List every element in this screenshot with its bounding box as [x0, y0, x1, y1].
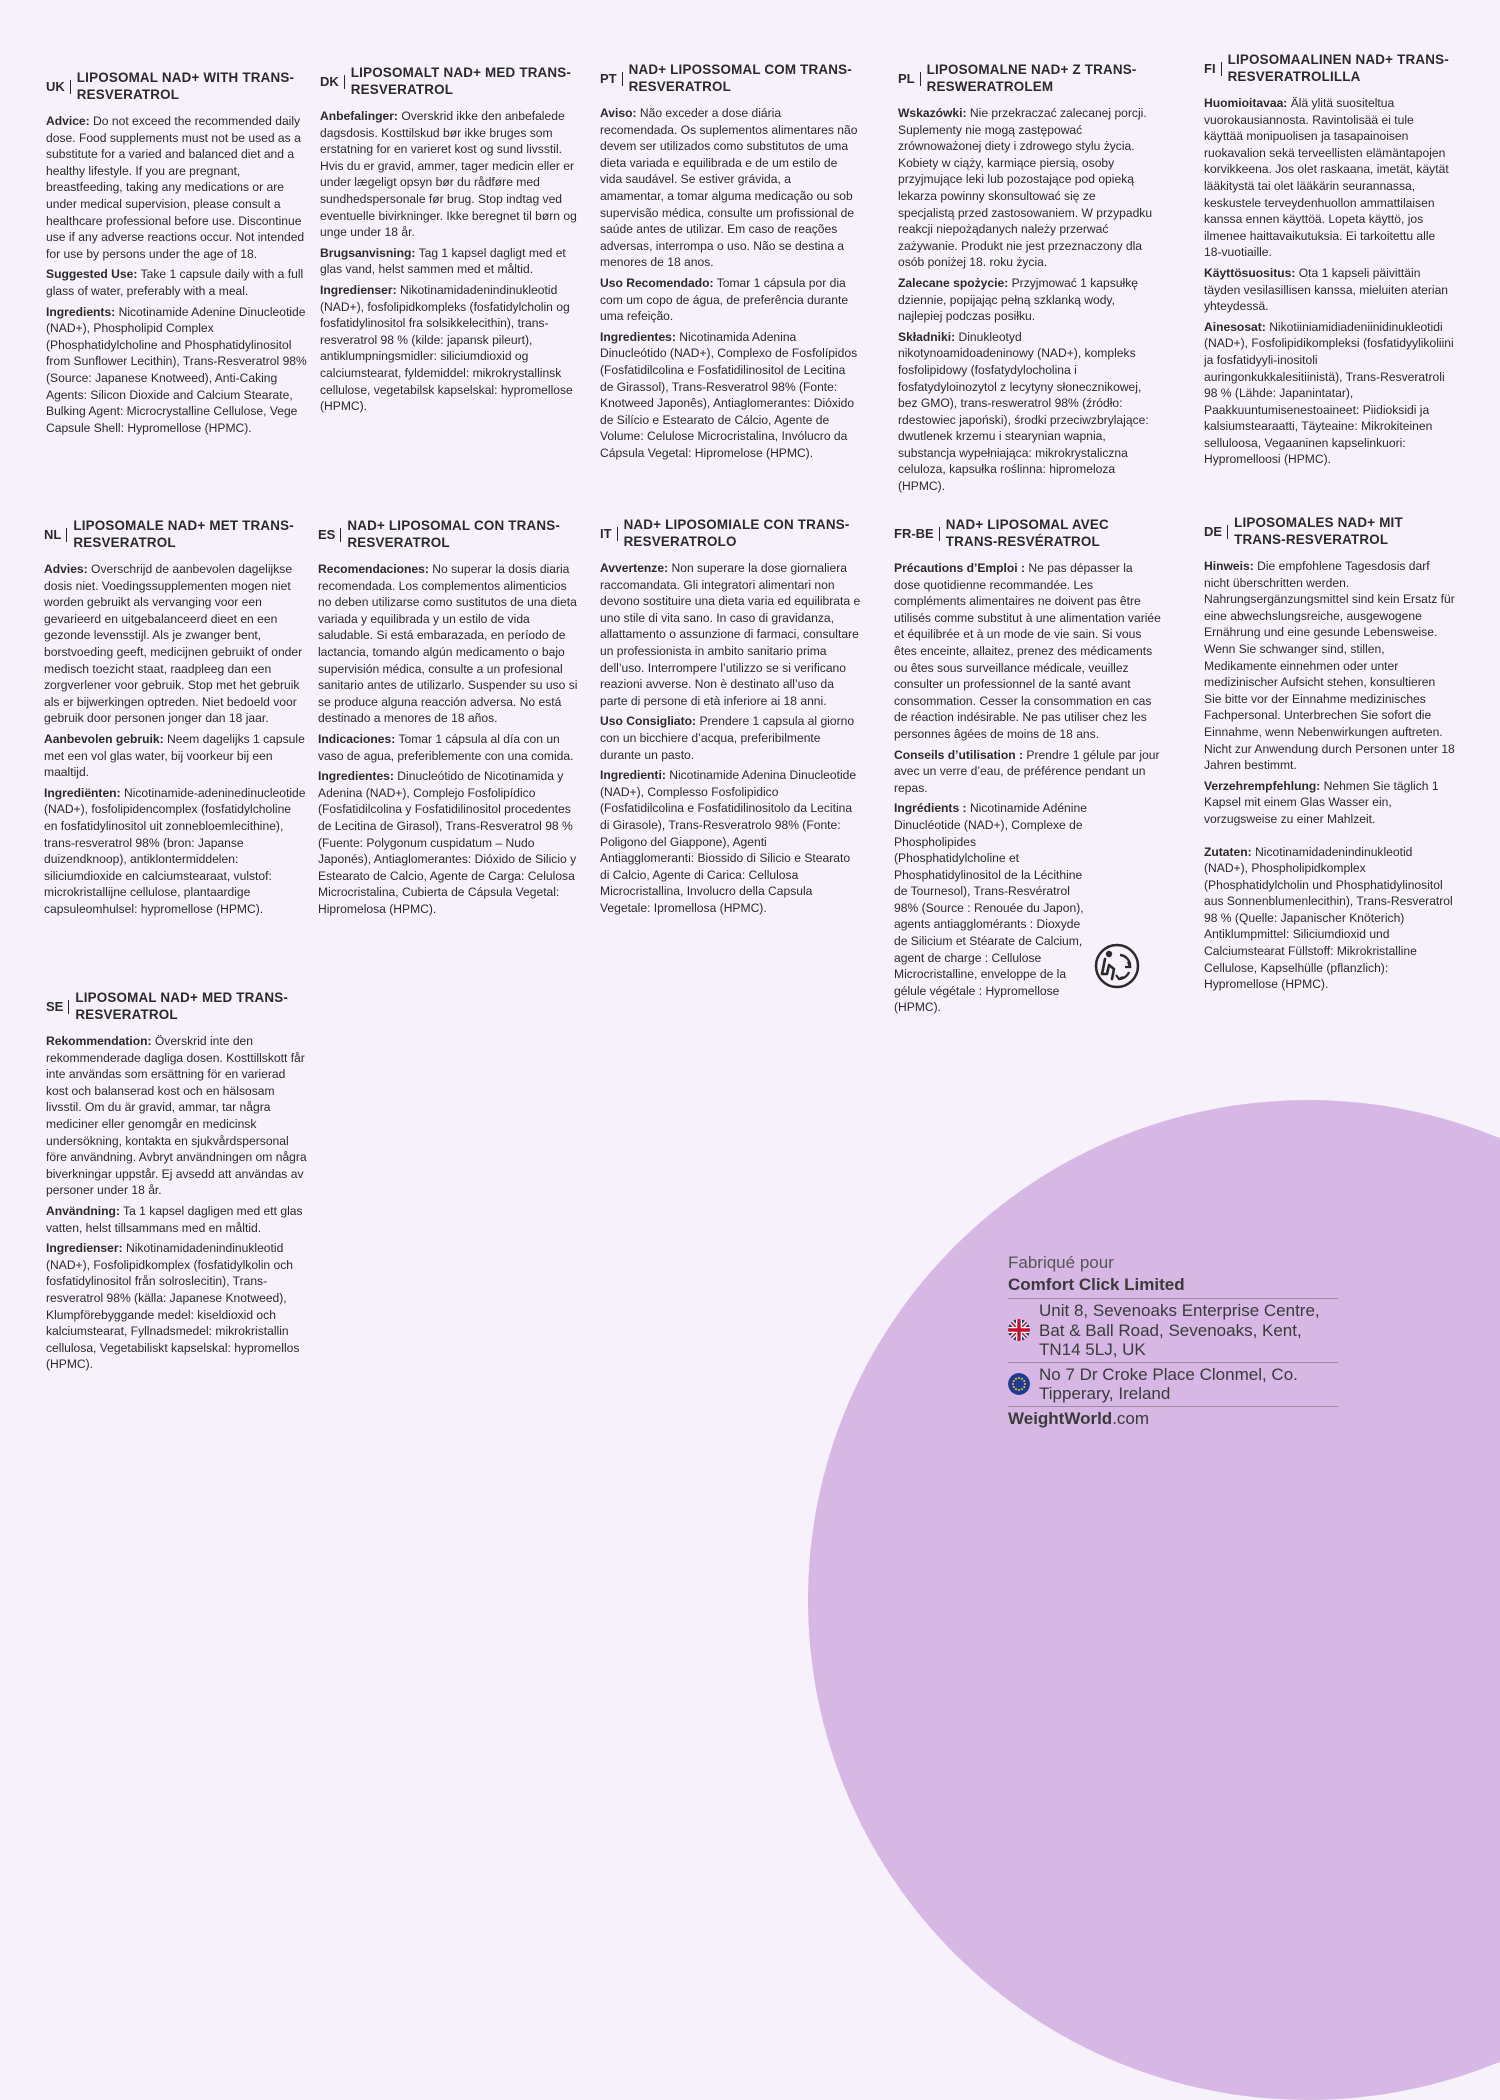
ingredients-paragraph: Zutaten: Nicotinamidadenindinukleotid (NAD+), Phospholipidkomplex (Phosphatidylcholin und Phosphatidylinositol aus Sonnenblumenlecithin), Trans-Resveratrol 98 % (Quelle: Japanischer Knöterich) Antiklumpmittel: Siliciumdioxid und Calciumstearat Füllstoff: Mikrokristalline Cellulose, Kapselhülle (pflanzlich): Hypromellose (HPMC). — [1204, 844, 1453, 992]
section-title: LIPOSOMALNE NAD+ Z TRANS-RESWERATROLEM — [926, 62, 1137, 94]
section-title: LIPOSOMAL NAD+ WITH TRANS-RESVERATROL — [76, 70, 295, 102]
usage-paragraph: Verzehrempfehlung: Nehmen Sie täglich 1 Kapsel mit einem Glas Wasser ein, vorzugsweise zu einer Mahlzeit. — [1204, 778, 1439, 826]
section-pl — [898, 62, 1154, 499]
uk-flag-icon — [1008, 1319, 1030, 1341]
ie-address: No 7 Dr Croke Place Clonmel, Co. Tipperary, Ireland — [1039, 1364, 1298, 1403]
section-uk — [46, 70, 308, 440]
advice-paragraph: Advies: Overschrijd de aanbevolen dagelijkse dosis niet. Voedingssupplementen mogen niet worden gebruikt als vervanging voor een gevarieerd en uitgebalanceerd dieet en een gezonde levensstijl. Als je zwanger bent, borstvoeding geeft, medicijnen gebruikt of onder medisch toezicht staat, raadpleeg dan een zorgverlener voor gebruik. Stop met het gebruik als er bijwerkingen optreden. Niet bedoeld voor gebruik door personen jonger dan 18 jaar. — [44, 562, 303, 726]
advice-paragraph: Rekommendation: Överskrid inte den rekommenderade dagliga dosen. Kosttillskott får inte användas som ersättning för en varierad kost och balanserad kost och en hälsosam livsstil. Om du är gravid, ammar, tar några mediciner eller genomgår en medicinsk undersökning, kontakta en sjukvårdspersonal före användning. Avbryt användningen om några biverkningar uppstår. Ej avsedd att användas av personer under 18 år. — [46, 1034, 307, 1198]
country-code: ES — [318, 528, 341, 542]
section-title: NAD+ LIPOSOMAL AVEC TRANS-RESVÉRATROL — [945, 517, 1109, 549]
usage-paragraph: Uso Consigliato: Prendere 1 capsula al giorno con un bicchiere d’acqua, preferibilmente durante un pasto. — [600, 714, 855, 762]
country-code: FI — [1204, 62, 1222, 76]
section-pt — [600, 62, 858, 465]
ingredients-paragraph: Ingrédients : Nicotinamide Adénine Dinucléotide (NAD+), Complexe de Phospholipides (Phosphatidylcholine et Phosphatidylinositol de la Lécithine de Tournesol), Trans-Resvératrol 98% (Source : Renouée du Japon), agents antiagglomérants : Dioxyde de Silicium et Stéarate de Calcium, agent de charge : Cellulose Microcristalline, enveloppe de la gélule végétale : Hypromellose (HPMC). — [894, 801, 1087, 1015]
usage-paragraph: Zalecane spożycie: Przyjmować 1 kapsułkę dziennie, popijając pełną szklanką wody, najlepiej podczas posiłku. — [898, 275, 1138, 324]
section-dk — [320, 65, 578, 419]
section-es — [318, 518, 582, 921]
made-for-label: Fabriqué pour — [1008, 1253, 1114, 1272]
ingredients-paragraph: Ingredienser: Nikotinamidadenindinukleotid (NAD+), fosfolipidkompleks (fosfatidylcholin og fosfatidylinositol fra solsikkelecithin), trans-resveratrol 98 % (kilde: japansk pileurt), antiklumpningsmidler: siliciumdioxid og calciumstearat, fyldemiddel: mikrokrystallinsk cellulose, vegetabilsk kapselskal: hypromellose (HPMC). — [320, 282, 573, 414]
country-code: IT — [600, 527, 618, 541]
usage-paragraph: Aanbevolen gebruik: Neem dagelijks 1 capsule met een vol glas water, bij voorkeur bij een maaltijd. — [44, 731, 305, 780]
advice-paragraph: Wskazówki: Nie przekraczać zalecanej porcji. Suplementy nie mogą zastępować zrównoważonej diety i zdrowego stylu życia. Kobiety w ciąży, karmiące piersią, osoby przyjmujące leki lub pozostające pod opieką lekarza powinny skonsultować się ze specjalistą przed zastosowaniem. W przypadku reakcji niepożądanych należy przerwać zażywanie. Produkt nie jest przeznaczony dla osób poniżej 18. roku życia. — [898, 106, 1153, 270]
section-title: LIPOSOMALT NAD+ MED TRANS-RESVERATROL — [350, 65, 572, 97]
company-name: Comfort Click Limited — [1008, 1274, 1338, 1299]
section-title: NAD+ LIPOSOMAL CON TRANS-RESVERATROL — [347, 518, 561, 550]
advice-paragraph: Recomendaciones: No superar la dosis diaria recomendada. Los complementos alimenticios no deben utilizarse como sustitutos de una dieta variada y equilibrada y un estilo de vida saludable. Si está embarazada, en período de lactancia, tomando algún medicamento o bajo supervisión médica, consulte a un profesional sanitario antes de utilizarlo. Suspender su uso si se produce alguna reacción adversa. No está destinado a menores de 18 años. — [318, 562, 578, 726]
advice-paragraph: Aviso: Não exceder a dose diária recomendada. Os suplementos alimentares não devem ser utilizados como substitutos de uma dieta variada e equilibrada e de um estilo de vida saudável. Se estiver grávida, a amamentar, a tomar alguma medicação ou sob supervisão médica, consulte um profissional de saúde antes de utilizar. Em caso de reações adversas, interrompa o uso. Não se destina a menores de 18 anos. — [600, 106, 858, 270]
ingredients-paragraph: Ingredientes: Nicotinamida Adenina Dinucleótido (NAD+), Complexo de Fosfolípidos (Fosfatidilcolina e Fosfatidilinositol de Lecitina de Girassol), Trans-Resveratrol 98% (Fonte: Knotweed Japonês), Antiaglomerantes: Dióxido de Silício e Estearato de Cálcio, Agente de Volume: Celulose Microcristalina, Invólucro da Cápsula Vegetal: Hipromelose (HPMC). — [600, 329, 858, 460]
section-title: NAD+ LIPOSOMIALE CON TRANS-RESVERATROLO — [623, 517, 850, 549]
country-code: NL — [44, 528, 67, 542]
eu-flag-icon — [1008, 1373, 1030, 1395]
triman-recycle-icon — [1092, 941, 1142, 991]
section-it — [600, 517, 862, 920]
usage-paragraph: Käyttösuositus: Ota 1 kapseli päivittäin täyden vesilasillisen kanssa, mieluiten aterian yhteydessä. — [1204, 265, 1449, 314]
ingredients-paragraph: Ingredientes: Dinucleótido de Nicotinamida y Adenina (NAD+), Complejo Fosfolipídico (Fosfatidilcolina y Fosfatidilinositol procedentes de Lecitina de Girasol), Trans-Resveratrol 98 % (Fuente: Polygonum cuspidatum – Nudo Japonés), Antiaglomerantes: Dióxido de Silicio y Estearato de Calcio, Agente de Carga: Celulosa Microcristalina, Cubierta de Cápsula Vegetal: Hipromelosa (HPMC). — [318, 769, 577, 916]
country-code: PL — [898, 72, 921, 86]
usage-paragraph: Användning: Ta 1 kapsel dagligen med ett glas vatten, helst tillsammans med en måltid. — [46, 1203, 303, 1235]
country-code: DK — [320, 75, 345, 89]
section-de — [1204, 515, 1456, 997]
country-code: FR-BE — [894, 527, 940, 541]
advice-paragraph: Hinweis: Die empfohlene Tagesdosis darf nicht überschritten werden. Nahrungsergänzungsmittel sind kein Ersatz für eine abwechslungsreiche, ausgewogene Ernährung und eine gesunde Lebensweise. Wenn Sie schwanger sind, stillen, Medikamente einnehmen oder unter medizinischer Aufsicht stehen, konsultieren Sie bitte vor der Einnahme medizinisches Fachpersonal. Unterbrechen Sie sofort die Einnahme, wenn Nebenwirkungen auftreten. Nicht zur Anwendung durch Personen unter 18 Jahren bestimmt. — [1204, 559, 1455, 773]
advice-paragraph: Advice: Do not exceed the recommended daily dose. Food supplements must not be used as a substitute for a varied and balanced diet and a healthy lifestyle. If you are pregnant, breastfeeding, taking any medications or are under medical supervision, please consult a healthcare professional before use. Discontinue use if any adverse reactions occur. Not intended for use by persons under the age of 18. — [46, 114, 305, 261]
section-se — [46, 990, 308, 1377]
section-title: LIPOSOMAL NAD+ MED TRANS-RESVERATROL — [75, 990, 289, 1022]
section-title: LIPOSOMALE NAD+ MET TRANS-RESVERATROL — [73, 518, 294, 550]
usage-paragraph: Suggested Use: Take 1 capsule daily with a full glass of water, preferably with a meal. — [46, 267, 304, 298]
advice-paragraph: Précautions d’Emploi : Ne pas dépasser la dose quotidienne recommandée. Les compléments alimentaires ne doivent pas être utilisés comme substitut à une alimentation variée et équilibrée et à un mode de vie sain. Si vous êtes enceinte, allaitez, prenez des médicaments ou êtes sous surveillance médicale, veuillez consulter un professionnel de la santé avant consommation. Cesser la consommation en cas de réaction indésirable. Ne pas utiliser chez les personnes âgées de moins de 18 ans. — [894, 561, 1161, 741]
section-title: NAD+ LIPOSSOMAL COM TRANS-RESVERATROL — [628, 62, 852, 94]
country-code: PT — [600, 72, 623, 86]
uk-address-row — [1008, 1299, 1338, 1363]
usage-paragraph: Conseils d’utilisation : Prendre 1 gélule par jour avec un verre d’eau, de préférence pendant un repas. — [894, 747, 1160, 795]
uk-address: Unit 8, Sevenoaks Enterprise Centre, Bat & Ball Road, Sevenoaks, Kent, TN14 5LJ, UK — [1039, 1301, 1320, 1359]
usage-paragraph: Uso Recomendado: Tomar 1 cápsula por dia com um copo de água, de preferência durante uma refeição. — [600, 275, 849, 324]
ingredients-paragraph: Ingrediënten: Nicotinamide-adeninedinucleotide (NAD+), fosfolipidencomplex (fosfatidylcholine en fosfatidylinositol uit zonnebloemlecithine), trans-resveratrol 98% (bron: Japanse duizendknoop), antiklontermiddelen: siliciumdioxide en calciumstearaat, vulstof: microkristallijne cellulose, plantaardige capsuleomhulsel: hypromellose (HPMC). — [44, 785, 306, 916]
ingredients-paragraph: Ingredients: Nicotinamide Adenine Dinucleotide (NAD+), Phospholipid Complex (Phosphatidylcholine and Phosphatidylinositol from Sunflower Lecithin), Trans-Resveratrol 98% (Source: Japanese Knotweed), Anti-Caking Agents: Silicon Dioxide and Calcium Stearate, Bulking Agent: Microcrystalline Cellulose, Vege Capsule Shell: Hypromellose (HPMC). — [46, 304, 307, 435]
section-title: LIPOSOMALES NAD+ MIT TRANS-RESVERATROL — [1234, 515, 1403, 547]
ingredients-paragraph: Ainesosat: Nikotiiniamidiadeniinidinukleotidi (NAD+), Fosfolipidikompleksi (fosfatidyylikoliini ja fosfatidyyli-inositoli auringonkukkalesitiinistä), Trans-Resveratroli 98 % (Lähde: Japanintatar), Paakkuuntumisenestoaineet: Piidioksidi ja kalsiumstearaatti, Täyteaine: Mikrokiteinen selluloosa, Vegaaninen kapselinkuori: Hypromelloosi (HPMC). — [1204, 319, 1454, 467]
usage-paragraph: Indicaciones: Tomar 1 cápsula al día con un vaso de agua, preferiblemente con una comida. — [318, 731, 574, 763]
advice-paragraph: Huomioitavaa: Älä ylitä suositeltua vuorokausiannosta. Ravintolisää ei tule käyttää monipuolisen ja tasapainoisen ruokavalion sekä terveellisten elämäntapojen korvikkeena. Jos olet raskaana, imetät, käytät lääkitystä tai olet lääkärin seurannassa, keskustele terveydenhuollon ammattilaisen kanssa ennen käyttöä. Lopeta käyttö, jos ilmenee haittavaikutuksia. Ei tarkoitettu alle 18-vuotiaille. — [1204, 96, 1449, 260]
section-title: LIPOSOMAALINEN NAD+ TRANS-RESVERATROLILLA — [1227, 52, 1449, 84]
section-fi — [1204, 52, 1456, 472]
ingredients-paragraph: Ingredienser: Nikotinamidadenindinukleotid (NAD+), Fosfolipidkomplex (fosfatidylkolin och fosfatidylinositol från solroslecitin), Trans-resveratrol 98% (källa: Japanese Knotweed), Klumpförebyggande medel: kiseldioxid och kalciumstearat, Fyllnadsmedel: mikrokristallin cellulosa, Vegetabiliskt kapselskal: hypromellos (HPMC). — [46, 1241, 300, 1372]
manufacturer-footer — [1008, 1252, 1338, 1431]
advice-paragraph: Anbefalinger: Overskrid ikke den anbefalede dagsdosis. Kosttilskud bør ikke bruges som erstatning for en varieret kost og sund livsstil. Hvis du er gravid, ammer, tager medicin eller er under lægeligt opsyn bør du rådføre med sundhedspersonale før brug. Stop indtag ved eventuelle bivirkninger. Ikke beregnet til børn og unge under 18 år. — [320, 109, 577, 240]
brand-website: WeightWorld.com — [1008, 1408, 1150, 1428]
advice-paragraph: Avvertenze: Non superare la dose giornaliera raccomandata. Gli integratori alimentari non devono sostituire una dieta varia ed equilibrata e uno stile di vita sano. In caso di gravidanza, allattamento o assunzione di farmaci, consultare un professionista in ambito sanitario prima dell’uso. Interrompere l’utilizzo se si verificano reazioni avverse. Non è destinato all’uso da parte di persone di età inferiore ai 18 anni. — [600, 561, 861, 708]
country-code: DE — [1204, 525, 1228, 539]
country-code: UK — [46, 80, 71, 94]
ie-address-row — [1008, 1363, 1338, 1407]
country-code: SE — [46, 1000, 69, 1014]
decorative-circle — [808, 1100, 1500, 2100]
ingredients-paragraph: Składniki: Dinukleotyd nikotynoamidoadeninowy (NAD+), kompleks fosfolipidowy (fosfatydylocholina i fosfatydyloinozytol z lecytyny słonecznikowej, bez GMO), trans-resweratrol 98% (źródło: rdestowiec japoński), środki przeciwzbrylające: dwutlenek krzemu i stearynian wapnia, substancja wypełniająca: mikrokrystaliczna celuloza, kapsułka roślinna: hipromeloza (HPMC). — [898, 329, 1149, 494]
section-nl — [44, 518, 306, 921]
ingredients-paragraph: Ingredienti: Nicotinamide Adenina Dinucleotide (NAD+), Complesso Fosfolipidico (Fosfatidilcolina e Fosfatidilinositolo da Lecitina di Girasole), Trans-Resveratrolo 98% (Fonte: Poligono del Giappone), Agenti Antiagglomeranti: Biossido di Silicio e Stearato di Calcio, Agente di Carica: Cellulosa Microcristallina, Involucro della Capsula Vegetale: Ipromellosa (HPMC). — [600, 768, 857, 915]
usage-paragraph: Brugsanvisning: Tag 1 kapsel dagligt med et glas vand, helst sammen med et måltid. — [320, 245, 566, 277]
